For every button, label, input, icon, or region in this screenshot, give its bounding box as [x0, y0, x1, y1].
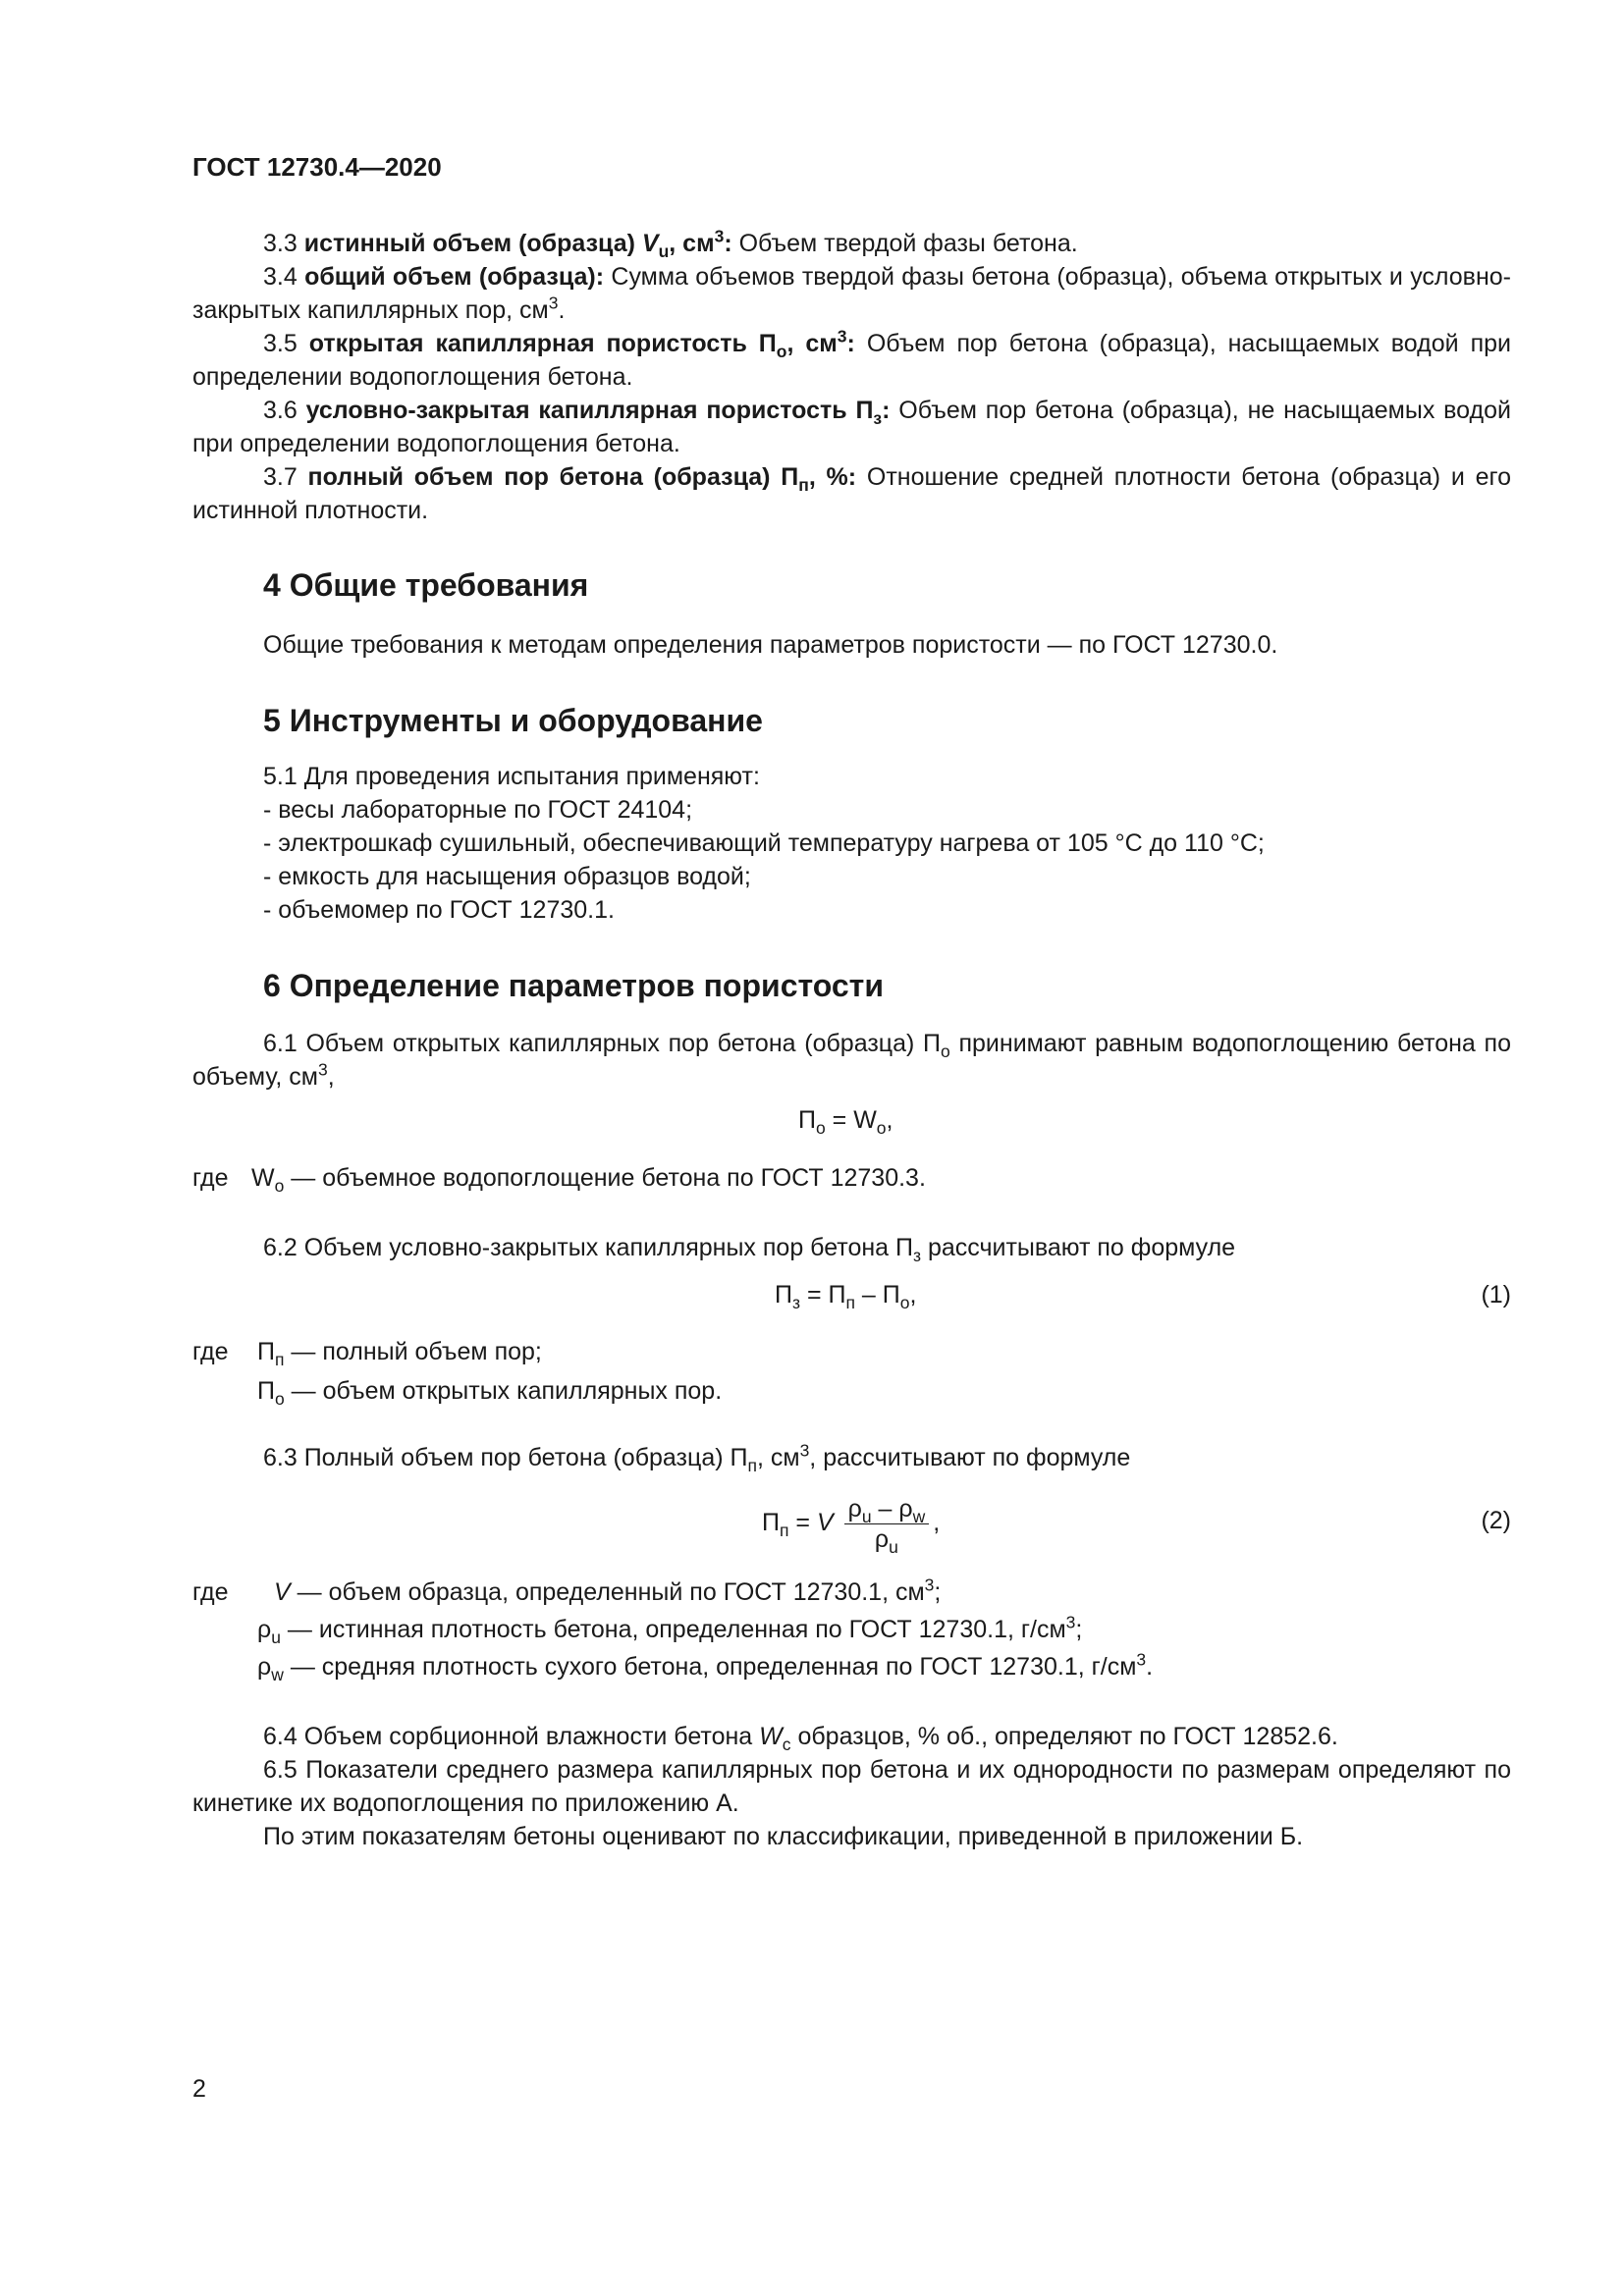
where-label: где	[192, 1338, 229, 1365]
where-label: где	[192, 1164, 229, 1192]
paragraph-6-2: 6.2 Объем условно-закрытых капиллярных пор бетона $П_з$ рассчитывают по формуле	[263, 1234, 1236, 1266]
where-label: где	[192, 1578, 229, 1606]
section-5-intro: 5.1 Для проведения испытания применяют:	[263, 763, 760, 790]
explanation-rho-u: $\rho_u$ — истинная плотность бетона, определенная по ГОСТ 12730.1, $г/см^3$;	[257, 1612, 1083, 1648]
section-4-title: 4 Общие требования	[263, 567, 589, 603]
definition-3-6: 3.6 условно-закрытая капиллярная пористость $П_з$: Объем пор бетона (образца), не насыщаемых водой при определении водопоглощения бетона.	[192, 397, 1511, 457]
explanation-po: $П_о$ — объем открытых капиллярных пор.	[257, 1377, 723, 1410]
section-6-title: 6 Определение параметров пористости	[263, 968, 884, 1003]
paragraph-6-5-continuation: По этим показателям бетоны оценивают по классификации, приведенной в приложении Б.	[263, 1823, 1304, 1850]
definition-3-4: 3.4 общий объем (образца): Сумма объемов твердой фазы бетона (образца), объема открытых и условно-закрытых капиллярных пор, $см^3$.	[192, 263, 1511, 324]
definition-3-3: 3.3 истинный объем (образца) $V_u$, $см^3$: Объем твердой фазы бетона.	[263, 226, 1078, 262]
list-item: - объемомер по ГОСТ 12730.1.	[263, 896, 615, 924]
explanation-wo: $W_о$ — объемное водопоглощение бетона по ГОСТ 12730.3.	[251, 1164, 926, 1197]
paragraph-6-3: 6.3 Полный объем пор бетона (образца) $П_п$, $см^3$, рассчитывают по формуле	[263, 1440, 1131, 1476]
explanation-pp: $П_п$ — полный объем пор;	[257, 1338, 542, 1370]
paragraph-6-1: 6.1 Объем открытых капиллярных пор бетона (образца) $П_о$ принимают равным водопоглощению бетона по объему, $см^3$,	[192, 1030, 1511, 1091]
page-number: 2	[192, 2075, 206, 2103]
list-item: - весы лабораторные по ГОСТ 24104;	[263, 796, 693, 824]
explanation-rho-w: $\rho_w$ — средняя плотность сухого бетона, определенная по ГОСТ 12730.1, $г/см^3$.	[257, 1649, 1154, 1685]
definition-3-7: 3.7 полный объем пор бетона (образца) $П_п$, %: Отношение средней плотности бетона (образца) и его истинной плотности.	[192, 463, 1511, 524]
definition-3-5: 3.5 открытая капиллярная пористость $П_о$, $см^3$: Объем пор бетона (образца), насыщаемых водой при определении водопоглощения бетона.	[192, 326, 1511, 391]
formula-2: $П_п = V$ $\frac{\rho_u - \rho_w}{\rho_u}$ ,	[762, 1495, 941, 1558]
section-5-title: 5 Инструменты и оборудование	[263, 703, 763, 738]
document-header: ГОСТ 12730.4—2020	[192, 152, 442, 182]
fraction-numerator: $\rho_u - \rho_w$	[844, 1494, 930, 1524]
list-item: - емкость для насыщения образцов водой;	[263, 863, 751, 890]
fraction	[844, 1494, 930, 1558]
equation-number-2: (2)	[1481, 1507, 1511, 1534]
formula-po-wo: $П_о = W_о$,	[798, 1106, 893, 1139]
paragraph-6-5: 6.5 Показатели среднего размера капиллярных пор бетона и их однородности по размерам определяют по кинетике их водопоглощения по приложению А.	[192, 1756, 1511, 1817]
fraction-denominator: $\rho_u$	[874, 1525, 898, 1558]
explanation-v: V — объем образца, определенный по ГОСТ 12730.1, $см^3$;	[274, 1575, 942, 1606]
paragraph-6-4: 6.4 Объем сорбционной влажности бетона $W_c$ образцов, % об., определяют по ГОСТ 12852.6.	[263, 1723, 1338, 1755]
equation-number-1: (1)	[1481, 1281, 1511, 1308]
list-item: - электрошкаф сушильный, обеспечивающий температуру нагрева от 105 °C до 110 °C;	[263, 829, 1265, 857]
formula-1: $П_з = П_п - П_о$,	[775, 1281, 917, 1313]
section-4-text: Общие требования к методам определения параметров пористости — по ГОСТ 12730.0.	[263, 631, 1278, 659]
